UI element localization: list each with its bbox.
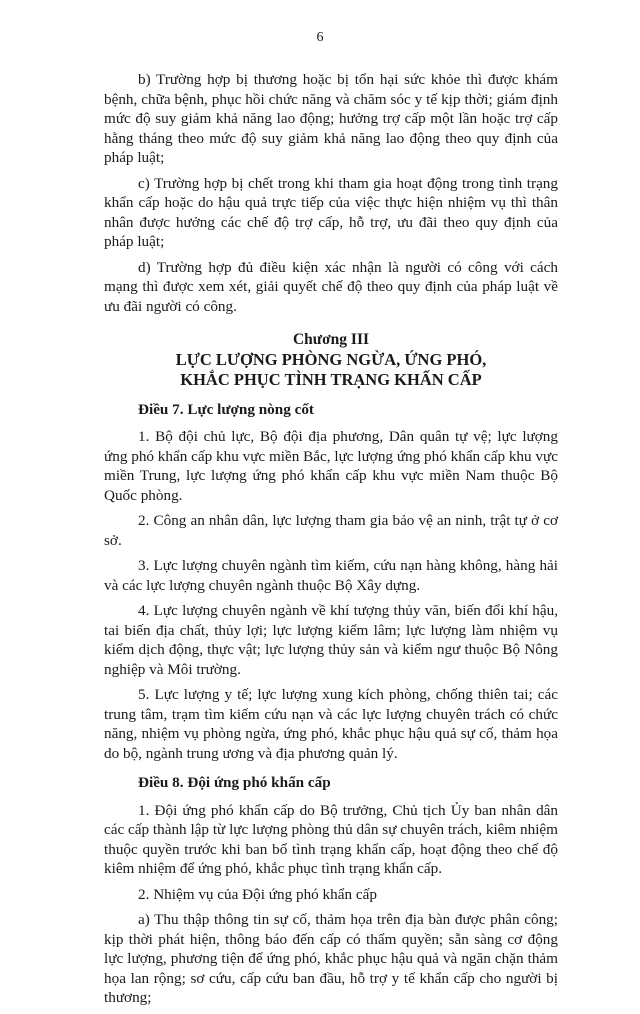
chapter-title-line-2: KHẮC PHỤC TÌNH TRẠNG KHẨN CẤP xyxy=(180,369,482,389)
paragraph-c: c) Trường hợp bị chết trong khi tham gia hoạt động trong tình trạng khẩn cấp hoặc do hậu quả trực tiếp của việc thực hiện nhiệm vụ thì thân nhân được hưởng các chế độ trợ cấp, hỗ trợ, ưu đãi theo quy định của pháp luật; xyxy=(104,174,558,250)
article-7-clause-5: 5. Lực lượng y tế; lực lượng xung kích phòng, chống thiên tai; các trung tâm, trạm tìm kiếm cứu nạn và các lực lượng chuyên trách có chức năng, nhiệm vụ phòng ngừa, ứng phó, khắc phục hậu quả sự cố, thảm họa do bộ, ngành trung ương và địa phương quản lý. xyxy=(104,686,558,762)
page-number: 6 xyxy=(316,30,324,45)
article-7-clause-2: 2. Công an nhân dân, lực lượng tham gia bảo vệ an ninh, trật tự ở cơ sở. xyxy=(104,512,558,549)
chapter-heading xyxy=(104,330,558,390)
document-body xyxy=(104,70,558,1014)
article-8-clause-2: 2. Nhiệm vụ của Đội ứng phó khẩn cấp xyxy=(138,885,377,903)
chapter-title-line-1: LỰC LƯỢNG PHÒNG NGỪA, ỨNG PHÓ, xyxy=(175,349,487,369)
paragraph-d: d) Trường hợp đủ điều kiện xác nhận là người có công với cách mạng thì được xem xét, giải quyết chế độ theo quy định của pháp luật về ưu đãi người có công. xyxy=(104,258,558,315)
article-7-clause-3: 3. Lực lượng chuyên ngành tìm kiếm, cứu nạn hàng không, hàng hải và các lực lượng chuyên ngành thuộc Bộ Xây dựng. xyxy=(104,557,558,594)
article-7-heading: Điều 7. Lực lượng nòng cốt xyxy=(138,400,314,418)
article-7-clause-4: 4. Lực lượng chuyên ngành về khí tượng thủy văn, biến đổi khí hậu, tai biến địa chất, thủy lợi; lực lượng kiểm lâm; lực lượng làm nhiệm vụ kiểm dịch động, thực vật; lực lượng thủy sản và kiểm ngư thuộc Bộ Nông nghiệp và Môi trường. xyxy=(104,602,558,678)
article-8-heading: Điều 8. Đội ứng phó khẩn cấp xyxy=(138,774,331,791)
article-8-clause-2a: a) Thu thập thông tin sự cố, thảm họa trên địa bàn được phân công; kịp thời phát hiện, thông báo đến cấp có thẩm quyền; sẵn sàng cơ động lực lượng, phương tiện để ứng phó, khắc phục hậu quả và ngăn chặn thảm họa lan rộng; sơ cứu, cấp cứu ban đầu, hỗ trợ y tế khẩn cấp cho người bị thương; xyxy=(104,911,558,1006)
article-7-clause-1: 1. Bộ đội chủ lực, Bộ đội địa phương, Dân quân tự vệ; lực lượng ứng phó khẩn cấp khu vực miền Bắc, lực lượng ứng phó khẩn cấp khu vực miền Trung, lực lượng ứng phó khẩn cấp khu vực miền Nam thuộc Bộ Quốc phòng. xyxy=(104,428,558,504)
paragraph-b: b) Trường hợp bị thương hoặc bị tổn hại sức khỏe thì được khám bệnh, chữa bệnh, phục hồi chức năng và chăm sóc y tế kịp thời; giám định mức độ suy giảm khả năng lao động; hưởng trợ cấp một lần hoặc trợ cấp hằng tháng theo mức độ suy giảm khả năng lao động theo quy định của pháp luật; xyxy=(104,71,558,166)
article-8-clause-1: 1. Đội ứng phó khẩn cấp do Bộ trưởng, Chủ tịch Ủy ban nhân dân các cấp thành lập từ lực lượng phòng thủ dân sự chuyên trách, kiêm nhiệm thuộc quyền trước khi ban bố tình trạng khẩn cấp, hoạt động theo chế độ kiêm nhiệm để ứng phó, khắc phục tình trạng khẩn cấp. xyxy=(104,801,558,877)
chapter-number: Chương III xyxy=(292,331,370,348)
